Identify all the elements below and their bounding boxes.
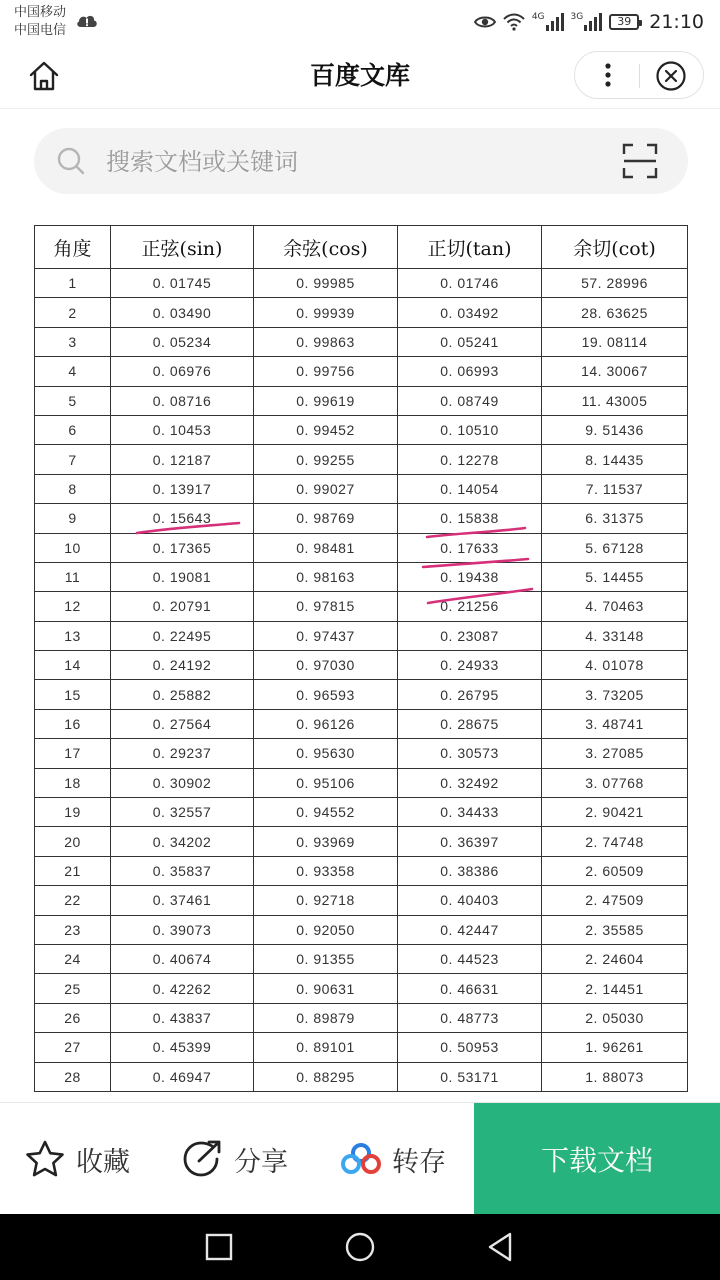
baidu-netdisk-icon <box>340 1142 382 1176</box>
cell-cos: 0. 97437 <box>254 621 398 650</box>
more-icon[interactable] <box>593 60 623 90</box>
cell-sin: 0. 01745 <box>111 269 254 298</box>
cell-angle: 14 <box>35 651 111 680</box>
cell-tan: 0. 06993 <box>398 357 542 386</box>
cell-sin: 0. 32557 <box>111 798 254 827</box>
cell-angle: 4 <box>35 357 111 386</box>
battery-level: 39 <box>617 15 632 28</box>
cell-angle: 25 <box>35 974 111 1003</box>
cell-sin: 0. 05234 <box>111 327 254 356</box>
cell-angle: 19 <box>35 798 111 827</box>
cell-sin: 0. 22495 <box>111 621 254 650</box>
cell-angle: 16 <box>35 709 111 738</box>
header-cot: 余切(cot) <box>542 226 688 269</box>
header-tan: 正切(tan) <box>398 226 542 269</box>
cell-angle: 13 <box>35 621 111 650</box>
cell-sin: 0. 34202 <box>111 827 254 856</box>
cell-cos: 0. 97030 <box>254 651 398 680</box>
cell-sin: 0. 25882 <box>111 680 254 709</box>
cell-tan: 0. 46631 <box>398 974 542 1003</box>
table-row <box>35 768 688 797</box>
cell-cot: 3. 48741 <box>542 709 688 738</box>
cell-cot: 4. 01078 <box>542 651 688 680</box>
cell-angle: 17 <box>35 739 111 768</box>
cell-sin: 0. 17365 <box>111 533 254 562</box>
cell-sin: 0. 15643 <box>111 504 254 533</box>
cell-cos: 0. 91355 <box>254 944 398 973</box>
cell-sin: 0. 13917 <box>111 474 254 503</box>
document-view[interactable] <box>0 200 720 1102</box>
cell-angle: 23 <box>35 915 111 944</box>
carrier-info <box>14 4 66 40</box>
status-icons <box>474 8 704 36</box>
cell-cos: 0. 93969 <box>254 827 398 856</box>
favorite-label: 收藏 <box>76 1146 130 1178</box>
search-icon <box>56 146 86 176</box>
table-row <box>35 827 688 856</box>
cell-tan: 0. 12278 <box>398 445 542 474</box>
cell-cot: 3. 07768 <box>542 768 688 797</box>
system-nav-bar <box>0 1214 720 1280</box>
cell-cos: 0. 92050 <box>254 915 398 944</box>
scan-icon[interactable] <box>622 143 658 179</box>
cell-sin: 0. 35837 <box>111 856 254 885</box>
cell-cos: 0. 90631 <box>254 974 398 1003</box>
share-button[interactable] <box>182 1103 288 1215</box>
search-bar <box>34 128 688 194</box>
cell-cot: 8. 14435 <box>542 445 688 474</box>
table-header-row <box>35 226 688 269</box>
cell-tan: 0. 10510 <box>398 415 542 444</box>
cell-tan: 0. 17633 <box>398 533 542 562</box>
header-angle: 角度 <box>35 226 111 269</box>
cell-sin: 0. 06976 <box>111 357 254 386</box>
cell-tan: 0. 36397 <box>398 827 542 856</box>
cell-tan: 0. 15838 <box>398 504 542 533</box>
cloud-alert-icon <box>76 12 98 28</box>
cell-tan: 0. 38386 <box>398 856 542 885</box>
signal-icon <box>545 13 565 31</box>
table-row <box>35 944 688 973</box>
table-row <box>35 592 688 621</box>
signal-icon <box>583 13 603 31</box>
header-sin: 正弦(sin) <box>111 226 254 269</box>
cell-cos: 0. 99939 <box>254 298 398 327</box>
table-row <box>35 357 688 386</box>
cell-tan: 0. 21256 <box>398 592 542 621</box>
cell-sin: 0. 03490 <box>111 298 254 327</box>
cell-tan: 0. 19438 <box>398 562 542 591</box>
cell-tan: 0. 34433 <box>398 798 542 827</box>
cell-tan: 0. 50953 <box>398 1033 542 1062</box>
table-row <box>35 856 688 885</box>
cell-cot: 11. 43005 <box>542 386 688 415</box>
title-bar <box>0 44 720 109</box>
cell-cot: 57. 28996 <box>542 269 688 298</box>
star-icon <box>24 1139 66 1179</box>
table-row <box>35 445 688 474</box>
cell-cot: 4. 33148 <box>542 621 688 650</box>
cell-cot: 4. 70463 <box>542 592 688 621</box>
download-label: 下载文档 <box>540 1144 653 1177</box>
network-type-2: 3G <box>570 12 584 22</box>
close-icon[interactable] <box>655 60 687 92</box>
cell-sin: 0. 19081 <box>111 562 254 591</box>
cell-tan: 0. 53171 <box>398 1062 542 1091</box>
cell-tan: 0. 24933 <box>398 651 542 680</box>
table-row <box>35 915 688 944</box>
cell-cot: 2. 60509 <box>542 856 688 885</box>
cell-cot: 19. 08114 <box>542 327 688 356</box>
cell-cot: 2. 47509 <box>542 886 688 915</box>
trig-table <box>34 225 688 1092</box>
cell-tan: 0. 44523 <box>398 944 542 973</box>
cell-cos: 0. 97815 <box>254 592 398 621</box>
cell-sin: 0. 10453 <box>111 415 254 444</box>
cell-angle: 20 <box>35 827 111 856</box>
table-row <box>35 886 688 915</box>
page-title: 百度文库 <box>309 61 410 90</box>
download-button[interactable] <box>474 1103 720 1215</box>
cell-sin: 0. 12187 <box>111 445 254 474</box>
cell-cot: 14. 30067 <box>542 357 688 386</box>
cell-angle: 28 <box>35 1062 111 1091</box>
cell-sin: 0. 24192 <box>111 651 254 680</box>
carrier-1: 中国移动 <box>14 5 67 20</box>
cell-cos: 0. 92718 <box>254 886 398 915</box>
cell-angle: 15 <box>35 680 111 709</box>
table-row <box>35 709 688 738</box>
cell-angle: 5 <box>35 386 111 415</box>
cell-cot: 1. 88073 <box>542 1062 688 1091</box>
cell-cot: 6. 31375 <box>542 504 688 533</box>
cell-tan: 0. 48773 <box>398 1003 542 1032</box>
cell-cot: 1. 96261 <box>542 1033 688 1062</box>
table-row <box>35 798 688 827</box>
cell-angle: 8 <box>35 474 111 503</box>
cell-tan: 0. 40403 <box>398 886 542 915</box>
table-row <box>35 1033 688 1062</box>
cell-cos: 0. 94552 <box>254 798 398 827</box>
save-label: 转存 <box>392 1146 446 1178</box>
bottom-toolbar <box>0 1102 720 1215</box>
table-row <box>35 474 688 503</box>
cell-cot: 2. 14451 <box>542 974 688 1003</box>
search-input[interactable] <box>104 138 608 186</box>
cell-cos: 0. 98163 <box>254 562 398 591</box>
battery-icon <box>609 14 639 30</box>
cell-tan: 0. 14054 <box>398 474 542 503</box>
cell-tan: 0. 23087 <box>398 621 542 650</box>
cell-cot: 2. 35585 <box>542 915 688 944</box>
cell-angle: 24 <box>35 944 111 973</box>
cell-tan: 0. 05241 <box>398 327 542 356</box>
cell-angle: 21 <box>35 856 111 885</box>
cell-cos: 0. 99619 <box>254 386 398 415</box>
cell-cos: 0. 99452 <box>254 415 398 444</box>
network-type-1: 4G <box>531 12 545 22</box>
cell-sin: 0. 08716 <box>111 386 254 415</box>
cell-sin: 0. 27564 <box>111 709 254 738</box>
table-row <box>35 651 688 680</box>
cell-cot: 7. 11537 <box>542 474 688 503</box>
cell-angle: 7 <box>35 445 111 474</box>
cell-angle: 18 <box>35 768 111 797</box>
cell-angle: 6 <box>35 415 111 444</box>
recent-apps-icon[interactable] <box>202 1230 236 1264</box>
cell-tan: 0. 08749 <box>398 386 542 415</box>
cell-sin: 0. 40674 <box>111 944 254 973</box>
status-bar <box>0 0 720 44</box>
home-nav-icon[interactable] <box>343 1230 377 1264</box>
cell-sin: 0. 45399 <box>111 1033 254 1062</box>
cell-sin: 0. 20791 <box>111 592 254 621</box>
cell-cot: 2. 24604 <box>542 944 688 973</box>
table-row <box>35 621 688 650</box>
table-row <box>35 504 688 533</box>
cell-cos: 0. 88295 <box>254 1062 398 1091</box>
table-row <box>35 298 688 327</box>
table-row <box>35 974 688 1003</box>
cell-cos: 0. 96126 <box>254 709 398 738</box>
cell-cot: 2. 90421 <box>542 798 688 827</box>
cell-tan: 0. 42447 <box>398 915 542 944</box>
cell-cos: 0. 93358 <box>254 856 398 885</box>
table-row <box>35 1003 688 1032</box>
eye-comfort-icon <box>474 14 496 30</box>
cell-tan: 0. 03492 <box>398 298 542 327</box>
table-row <box>35 562 688 591</box>
cell-cos: 0. 96593 <box>254 680 398 709</box>
cell-cos: 0. 98481 <box>254 533 398 562</box>
table-row <box>35 680 688 709</box>
table-row <box>35 327 688 356</box>
cell-sin: 0. 46947 <box>111 1062 254 1091</box>
cell-angle: 2 <box>35 298 111 327</box>
cell-angle: 3 <box>35 327 111 356</box>
cell-sin: 0. 39073 <box>111 915 254 944</box>
cell-sin: 0. 29237 <box>111 739 254 768</box>
cell-cos: 0. 99756 <box>254 357 398 386</box>
cell-sin: 0. 43837 <box>111 1003 254 1032</box>
table-row <box>35 386 688 415</box>
cell-tan: 0. 32492 <box>398 768 542 797</box>
cell-angle: 26 <box>35 1003 111 1032</box>
capsule-divider <box>639 64 640 88</box>
wifi-icon <box>502 13 526 31</box>
cell-cot: 3. 73205 <box>542 680 688 709</box>
cell-cot: 28. 63625 <box>542 298 688 327</box>
cell-cos: 0. 89101 <box>254 1033 398 1062</box>
cell-angle: 10 <box>35 533 111 562</box>
cell-tan: 0. 30573 <box>398 739 542 768</box>
cell-tan: 0. 26795 <box>398 680 542 709</box>
table-row <box>35 269 688 298</box>
header-cos: 余弦(cos) <box>254 226 398 269</box>
cell-cot: 5. 14455 <box>542 562 688 591</box>
carrier-2: 中国电信 <box>14 23 67 38</box>
cell-cos: 0. 95630 <box>254 739 398 768</box>
cell-cot: 3. 27085 <box>542 739 688 768</box>
cell-cot: 2. 05030 <box>542 1003 688 1032</box>
cell-sin: 0. 30902 <box>111 768 254 797</box>
table-row <box>35 739 688 768</box>
cell-cot: 2. 74748 <box>542 827 688 856</box>
cell-tan: 0. 28675 <box>398 709 542 738</box>
cell-tan: 0. 01746 <box>398 269 542 298</box>
table-row <box>35 415 688 444</box>
cell-angle: 22 <box>35 886 111 915</box>
cell-cos: 0. 95106 <box>254 768 398 797</box>
cell-angle: 1 <box>35 269 111 298</box>
cell-angle: 12 <box>35 592 111 621</box>
cell-cos: 0. 99863 <box>254 327 398 356</box>
share-icon <box>182 1139 224 1179</box>
cell-cot: 5. 67128 <box>542 533 688 562</box>
cell-sin: 0. 42262 <box>111 974 254 1003</box>
favorite-button[interactable] <box>24 1103 130 1215</box>
save-to-cloud-button[interactable] <box>340 1103 446 1215</box>
back-icon[interactable] <box>484 1230 518 1264</box>
share-label: 分享 <box>234 1146 288 1178</box>
cell-sin: 0. 37461 <box>111 886 254 915</box>
cell-cos: 0. 89879 <box>254 1003 398 1032</box>
cell-cos: 0. 99985 <box>254 269 398 298</box>
cell-angle: 27 <box>35 1033 111 1062</box>
table-row <box>35 533 688 562</box>
cell-angle: 9 <box>35 504 111 533</box>
menu-capsule <box>574 51 704 99</box>
clock: 21:10 <box>649 11 704 33</box>
cell-cos: 0. 98769 <box>254 504 398 533</box>
cell-cos: 0. 99027 <box>254 474 398 503</box>
cell-cot: 9. 51436 <box>542 415 688 444</box>
cell-angle: 11 <box>35 562 111 591</box>
cell-cos: 0. 99255 <box>254 445 398 474</box>
table-row <box>35 1062 688 1091</box>
